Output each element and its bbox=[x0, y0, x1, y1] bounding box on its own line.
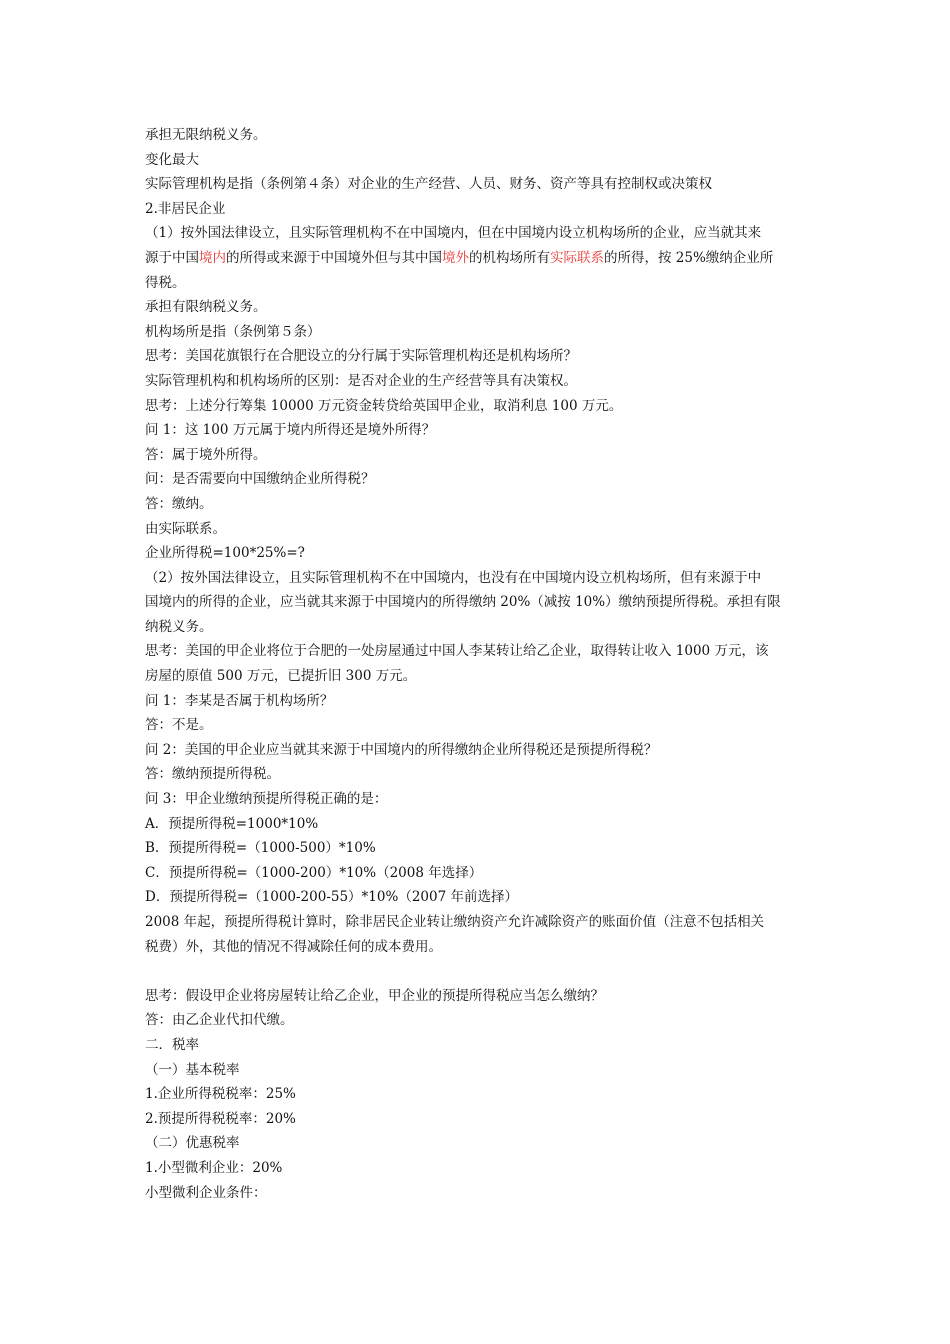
highlighted-term: 境内 bbox=[199, 249, 226, 266]
document-body bbox=[145, 123, 825, 1205]
text-line: 实际管理机构和机构场所的区别：是否对企业的生产经营等具有决策权。 bbox=[145, 372, 577, 389]
text-line: A．预提所得税=1000*10% bbox=[145, 815, 319, 832]
text-segment: 的机构场所有 bbox=[469, 249, 550, 266]
text-line: 答：缴纳预提所得税。 bbox=[145, 766, 280, 783]
text-line: 房屋的原值 500 万元，已提折旧 300 万元。 bbox=[145, 668, 417, 685]
blank-line bbox=[145, 959, 825, 984]
text-line: 答：属于境外所得。 bbox=[145, 446, 267, 463]
text-line: 小型微利企业条件： bbox=[145, 1184, 267, 1201]
text-line: 问 1：这 100 万元属于境内所得还是境外所得？ bbox=[145, 422, 436, 439]
text-line: 1.企业所得税税率：25% bbox=[145, 1086, 296, 1103]
text-line-highlighted bbox=[145, 246, 825, 271]
text-line: C．预提所得税=（1000-200）*10%（2008 年选择） bbox=[145, 864, 483, 881]
text-line: 答：缴纳。 bbox=[145, 495, 213, 512]
text-line: 国境内的所得的企业，应当就其来源于中国境内的所得缴纳 20%（减按 10%）缴纳预提所得税。承担有限 bbox=[145, 594, 781, 611]
highlighted-term: 实际联系 bbox=[550, 249, 604, 266]
text-line: B．预提所得税=（1000-500）*10% bbox=[145, 840, 376, 857]
text-line: 思考：美国花旗银行在合肥设立的分行属于实际管理机构还是机构场所？ bbox=[145, 348, 577, 365]
text-line: 实际管理机构是指（条例第４条）对企业的生产经营、人员、财务、资产等具有控制权或决策权 bbox=[145, 176, 712, 193]
text-line: 答：由乙企业代扣代缴。 bbox=[145, 1012, 294, 1029]
text-line: （一）基本税率 bbox=[145, 1061, 240, 1078]
text-line: 问：是否需要向中国缴纳企业所得税？ bbox=[145, 471, 375, 488]
text-line: 思考：上述分行筹集 10000 万元资金转贷给英国甲企业，取消利息 100 万元。 bbox=[145, 397, 623, 414]
text-line: 纳税义务。 bbox=[145, 618, 213, 635]
text-line: 得税。 bbox=[145, 274, 186, 291]
text-line: 1.小型微利企业：20% bbox=[145, 1159, 283, 1176]
text-line: 2.非居民企业 bbox=[145, 200, 226, 217]
text-line: 2.预提所得税税率：20% bbox=[145, 1110, 296, 1127]
text-line: 二．税率 bbox=[145, 1036, 199, 1053]
text-line: 承担有限纳税义务。 bbox=[145, 299, 267, 316]
text-line: 思考：假设甲企业将房屋转让给乙企业，甲企业的预提所得税应当怎么缴纳？ bbox=[145, 987, 604, 1004]
text-line: 思考：美国的甲企业将位于合肥的一处房屋通过中国人李某转让给乙企业，取得转让收入 1000 万元，该 bbox=[145, 643, 769, 660]
text-line: （二）优惠税率 bbox=[145, 1135, 240, 1152]
text-line: 机构场所是指（条例第５条） bbox=[145, 323, 321, 340]
text-segment: 的所得或来源于中国境外但与其中国 bbox=[226, 249, 442, 266]
highlighted-term: 境外 bbox=[442, 249, 469, 266]
text-line: （1）按外国法律设立，且实际管理机构不在中国境内，但在中国境内设立机构场所的企业，应当就其来 bbox=[145, 225, 762, 242]
text-line: 问 1：李某是否属于机构场所？ bbox=[145, 692, 334, 709]
text-line: 问 2：美国的甲企业应当就其来源于中国境内的所得缴纳企业所得税还是预提所得税？ bbox=[145, 741, 658, 758]
text-line: 由实际联系。 bbox=[145, 520, 226, 537]
text-line: （2）按外国法律设立，且实际管理机构不在中国境内，也没有在中国境内设立机构场所，但有来源于中 bbox=[145, 569, 762, 586]
text-line: 税费）外，其他的情况不得减除任何的成本费用。 bbox=[145, 938, 442, 955]
text-line: 变化最大 bbox=[145, 151, 199, 168]
text-line: 问 3：甲企业缴纳预提所得税正确的是： bbox=[145, 791, 388, 808]
text-line: D．预提所得税=（1000-200-55）*10%（2007 年前选择） bbox=[145, 889, 518, 906]
text-line: 2008 年起，预提所得税计算时，除非居民企业转让缴纳资产允许减除资产的账面价值（注意不包括相关 bbox=[145, 914, 765, 930]
text-line: 企业所得税=100*25%=? bbox=[145, 545, 305, 562]
text-segment: 的所得，按 25%缴纳企业所 bbox=[604, 249, 774, 266]
text-segment: 源于中国 bbox=[145, 249, 199, 266]
text-line: 承担无限纳税义务。 bbox=[145, 127, 267, 143]
text-line: 答：不是。 bbox=[145, 717, 213, 734]
